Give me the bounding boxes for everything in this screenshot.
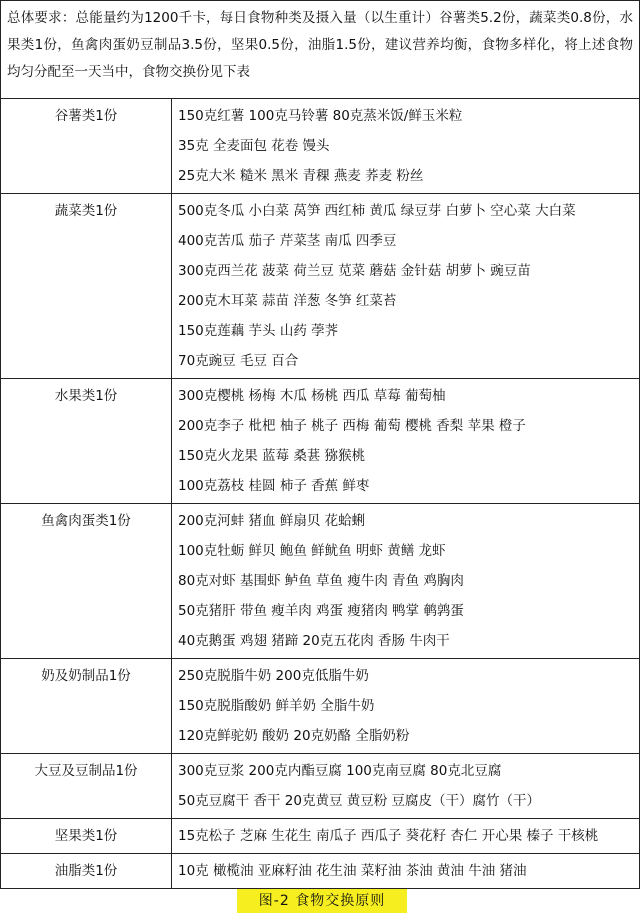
category-cell: 奶及奶制品1份 [1, 659, 172, 754]
food-list-line: 150克莲藕 芋头 山药 荸荠 [178, 323, 339, 339]
category-cell: 谷薯类1份 [1, 99, 172, 194]
table-row [1, 819, 640, 854]
category-cell: 水果类1份 [1, 379, 172, 504]
food-list-line: 100克牡蛎 鲜贝 鲍鱼 鲜鱿鱼 明虾 黄鳝 龙虾 [178, 543, 446, 559]
food-list-cell [172, 504, 640, 659]
food-list-line: 150克脱脂酸奶 鲜羊奶 全脂牛奶 [178, 698, 375, 714]
general-requirements-text: 总体要求：总能量约为1200千卡，每日食物种类及摄入量（以生重计）谷薯类5.2份，蔬菜类0.8份，水果类1份，鱼禽肉蛋奶豆制品3.5份，坚果0.5份，油脂1.5份，建议营养均衡，食物多样化，将上述食物均匀分配至一天当中，食物交换份见下表 [0, 0, 640, 99]
food-list-line: 50克豆腐干 香干 20克黄豆 黄豆粉 豆腐皮（干）腐竹（干） [178, 793, 541, 809]
food-list-line: 100克荔枝 桂圆 柿子 香蕉 鲜枣 [178, 478, 370, 494]
category-cell: 坚果类1份 [1, 819, 172, 854]
food-list-line: 500克冬瓜 小白菜 莴笋 西红柿 黄瓜 绿豆芽 白萝卜 空心菜 大白菜 [178, 203, 576, 219]
table-row [1, 99, 640, 194]
food-exchange-table [0, 98, 640, 889]
category-cell: 鱼禽肉蛋类1份 [1, 504, 172, 659]
food-list-cell [172, 194, 640, 379]
food-list-line: 50克猪肝 带鱼 瘦羊肉 鸡蛋 瘦猪肉 鸭掌 鹌鹑蛋 [178, 603, 464, 619]
food-list-cell [172, 379, 640, 504]
category-cell: 蔬菜类1份 [1, 194, 172, 379]
food-list-line: 25克大米 糙米 黑米 青稞 燕麦 荞麦 粉丝 [178, 168, 424, 184]
food-list-line: 200克河蚌 猪血 鲜扇贝 花蛤蜊 [178, 513, 366, 529]
food-list-line: 300克西兰花 菠菜 荷兰豆 苋菜 蘑菇 金针菇 胡萝卜 豌豆苗 [178, 263, 531, 279]
food-list-line: 70克豌豆 毛豆 百合 [178, 353, 299, 369]
food-list-line: 15克松子 芝麻 生花生 南瓜子 西瓜子 葵花籽 杏仁 开心果 榛子 干核桃 [178, 828, 599, 844]
table-row [1, 504, 640, 659]
food-list-line: 200克李子 枇杷 柚子 桃子 西梅 葡萄 樱桃 香梨 苹果 橙子 [178, 418, 526, 434]
table-row [1, 194, 640, 379]
food-list-line: 400克苦瓜 茄子 芹菜茎 南瓜 四季豆 [178, 233, 397, 249]
food-list-cell [172, 854, 640, 889]
table-row [1, 659, 640, 754]
food-list-cell [172, 819, 640, 854]
food-list-line: 120克鲜驼奶 酸奶 20克奶酪 全脂奶粉 [178, 728, 410, 744]
food-list-line: 150克火龙果 蓝莓 桑葚 猕猴桃 [178, 448, 366, 464]
food-list-line: 150克红薯 100克马铃薯 80克蒸米饭/鲜玉米粒 [178, 108, 463, 124]
food-list-line: 35克 全麦面包 花卷 馒头 [178, 138, 330, 154]
table-row [1, 754, 640, 819]
table-row [1, 379, 640, 504]
food-list-line: 10克 橄榄油 亚麻籽油 花生油 菜籽油 茶油 黄油 牛油 猪油 [178, 863, 527, 879]
category-cell: 油脂类1份 [1, 854, 172, 889]
food-list-cell [172, 659, 640, 754]
food-exchange-table-body [1, 99, 640, 889]
food-list-cell [172, 754, 640, 819]
food-list-line: 40克鹅蛋 鸡翅 猪蹄 20克五花肉 香肠 牛肉干 [178, 633, 450, 649]
figure-caption: 图-2 食物交换原则 [237, 889, 407, 913]
food-list-line: 80克对虾 基围虾 鲈鱼 草鱼 瘦牛肉 青鱼 鸡胸肉 [178, 573, 464, 589]
food-list-line: 300克豆浆 200克内酯豆腐 100克南豆腐 80克北豆腐 [178, 763, 502, 779]
category-cell: 大豆及豆制品1份 [1, 754, 172, 819]
food-list-cell [172, 99, 640, 194]
table-row [1, 854, 640, 889]
food-list-line: 300克樱桃 杨梅 木瓜 杨桃 西瓜 草莓 葡萄柚 [178, 388, 446, 404]
food-list-line: 200克木耳菜 蒜苗 洋葱 冬笋 红菜苔 [178, 293, 397, 309]
food-list-line: 250克脱脂牛奶 200克低脂牛奶 [178, 668, 369, 684]
